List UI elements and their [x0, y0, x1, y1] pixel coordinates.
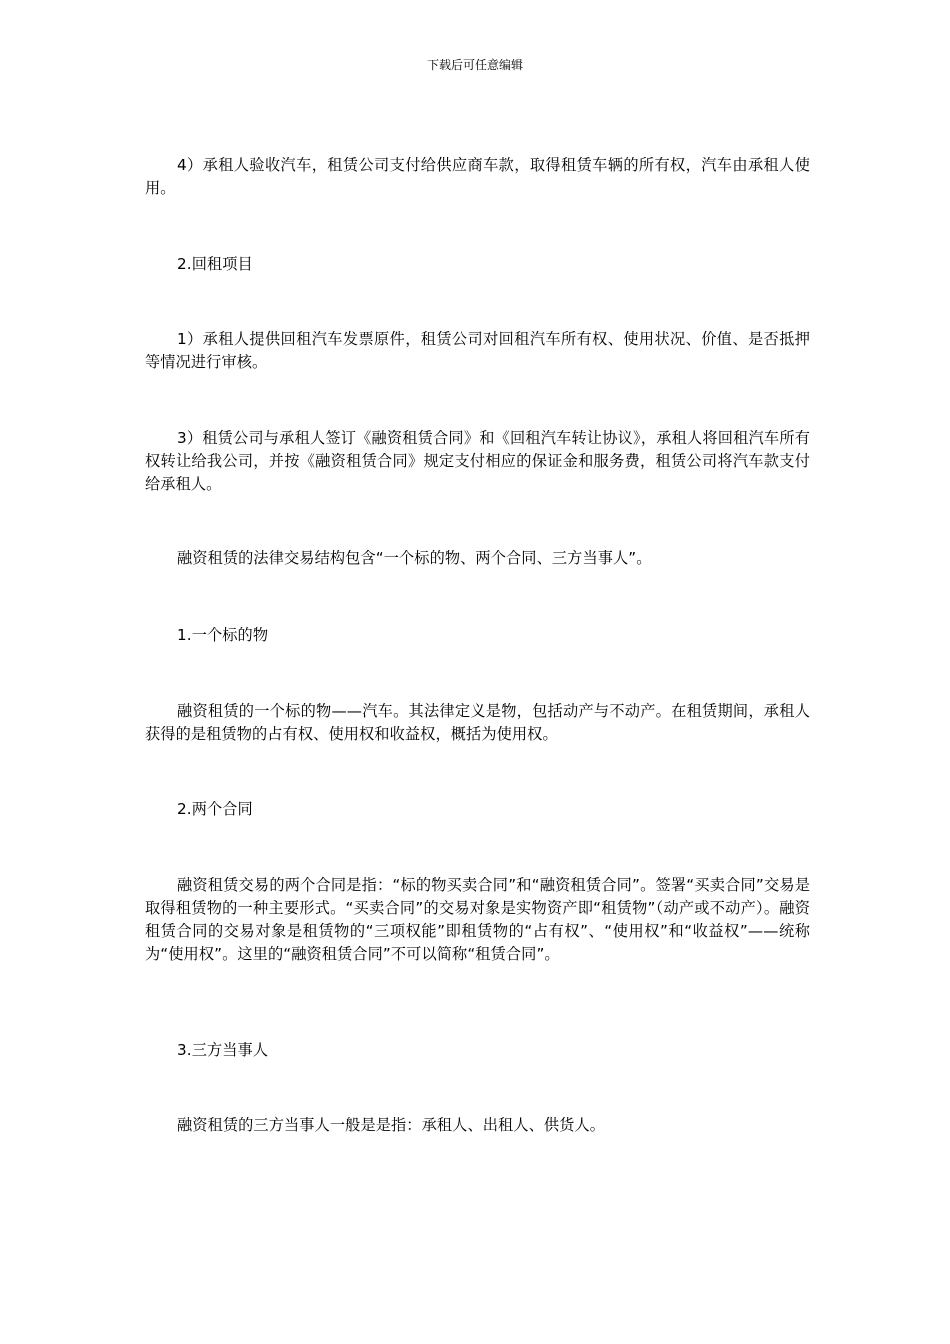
page-header: 下载后可任意编辑: [426, 58, 523, 72]
paragraph-three-parties: 融资租赁的三方当事人一般是是指：承租人、出租人、供货人。: [177, 1116, 606, 1134]
heading-two-contracts: 2.两个合同: [177, 800, 253, 818]
paragraph-legal-structure: 融资租赁的法律交易结构包含“一个标的物、两个合同、三方当事人”。: [177, 549, 652, 567]
heading-leaseback: 2.回租项目: [177, 255, 253, 273]
paragraph-subject-definition: 融资租赁的一个标的物——汽车。其法律定义是物，包括动产与不动产。在租赁期间，承租人获得的是租赁物的占有权、使用权和收益权，概括为使用权。: [145, 702, 810, 743]
paragraph-invoice-review: 1）承租人提供回租汽车发票原件，租赁公司对回租汽车所有权、使用状况、价值、是否抵押等情况进行审核。: [145, 330, 810, 371]
heading-one-subject: 1.一个标的物: [177, 626, 269, 644]
paragraph-acceptance: 4）承租人验收汽车，租赁公司支付给供应商车款，取得租赁车辆的所有权，汽车由承租人使用。: [145, 156, 810, 197]
heading-three-parties: 3.三方当事人: [177, 1041, 269, 1059]
paragraph-two-contracts: 融资租赁交易的两个合同是指：“标的物买卖合同”和“融资租赁合同”。签署“买卖合同”交易是取得租赁物的一种主要形式。“买卖合同”的交易对象是实物资产即“租赁物”（动产或不动产）。融资租赁合同的交易对象是租赁物的“三项权能”即租赁物的“占有权”、“使用权”和“收益权”——统称为“使用权”。这里的“融资租赁合同”不可以简称“租赁合同”。: [145, 876, 810, 963]
paragraph-contract-signing: 3）租赁公司与承租人签订《融资租赁合同》和《回租汽车转让协议》，承租人将回租汽车所有权转让给我公司，并按《融资租赁合同》规定支付相应的保证金和服务费，租赁公司将汽车款支付给承租人。: [145, 429, 810, 493]
